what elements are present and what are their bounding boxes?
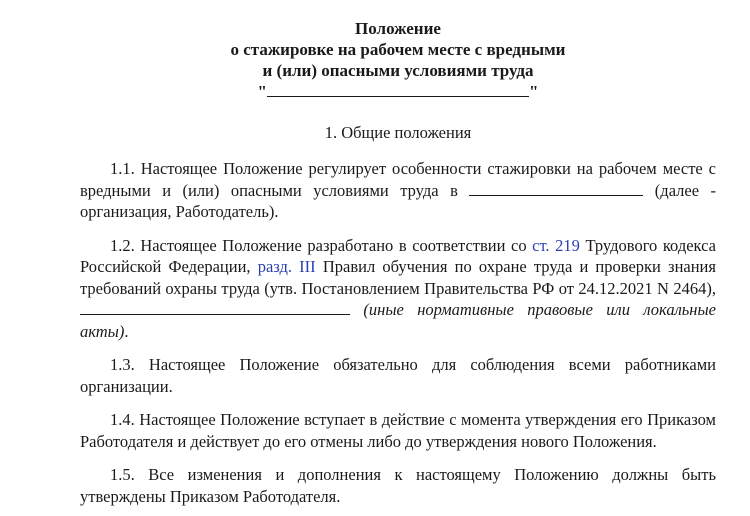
organization-blank-field[interactable] [469,181,643,196]
title-line-2: о стажировке на рабочем месте с вредными [230,40,566,59]
link-section-iii[interactable]: разд. III [257,257,316,276]
link-art-219[interactable]: ст. 219 [532,235,580,255]
p2-text-b: Трудового кодекса Российской Федерации, [80,235,716,276]
paragraph-1-2 [80,235,716,343]
title-quote-close: " [529,82,539,101]
paragraph-1-4: 1.4. Настоящее Положение вступает в действие с момента утверждения его Приказом Работодателя и действует до его отмены либо до утверждения нового Положения. [80,410,716,451]
paragraph-1-1 [80,158,716,223]
title-line-3: и (или) опасными условиями труда [262,61,534,80]
p2-text-d [350,300,363,319]
p1-text-b: (далее - организация, Работодатель). [80,180,717,221]
title-line-1: Положение [355,19,441,38]
p1-text-a: 1.1. Настоящее Положение регулирует особенности стажировки на рабочем месте с вредными и (или) опасными условиями труда в [80,159,716,200]
p2-italic-note: (иные нормативные правовые или локальные акты) [80,300,716,341]
title-blank-field[interactable] [267,82,529,97]
p2-text-a: 1.2. Настоящее Положение разработано в соответствии со [110,235,533,255]
paragraph-1-3: 1.3. Настоящее Положение обязательно для соблюдения всеми работниками организации. [80,355,716,396]
acts-blank-field[interactable] [80,300,350,315]
p2-text-e: . [124,321,129,341]
title-quote-open: " [257,82,267,101]
section-heading: 1. Общие положения [324,123,472,142]
title-line-4 [80,81,716,102]
p2-text-c: Правил обучения по охране труда и проверки знания требований охраны труда (утв. Постановлением Правительства РФ от 24.12.2021 N 2464), [80,257,716,298]
document-page [80,18,716,507]
paragraph-1-5: 1.5. Все изменения и дополнения к настоящему Положению должны быть утверждены Приказом Работодателя. [80,465,716,506]
document-title [80,18,716,102]
